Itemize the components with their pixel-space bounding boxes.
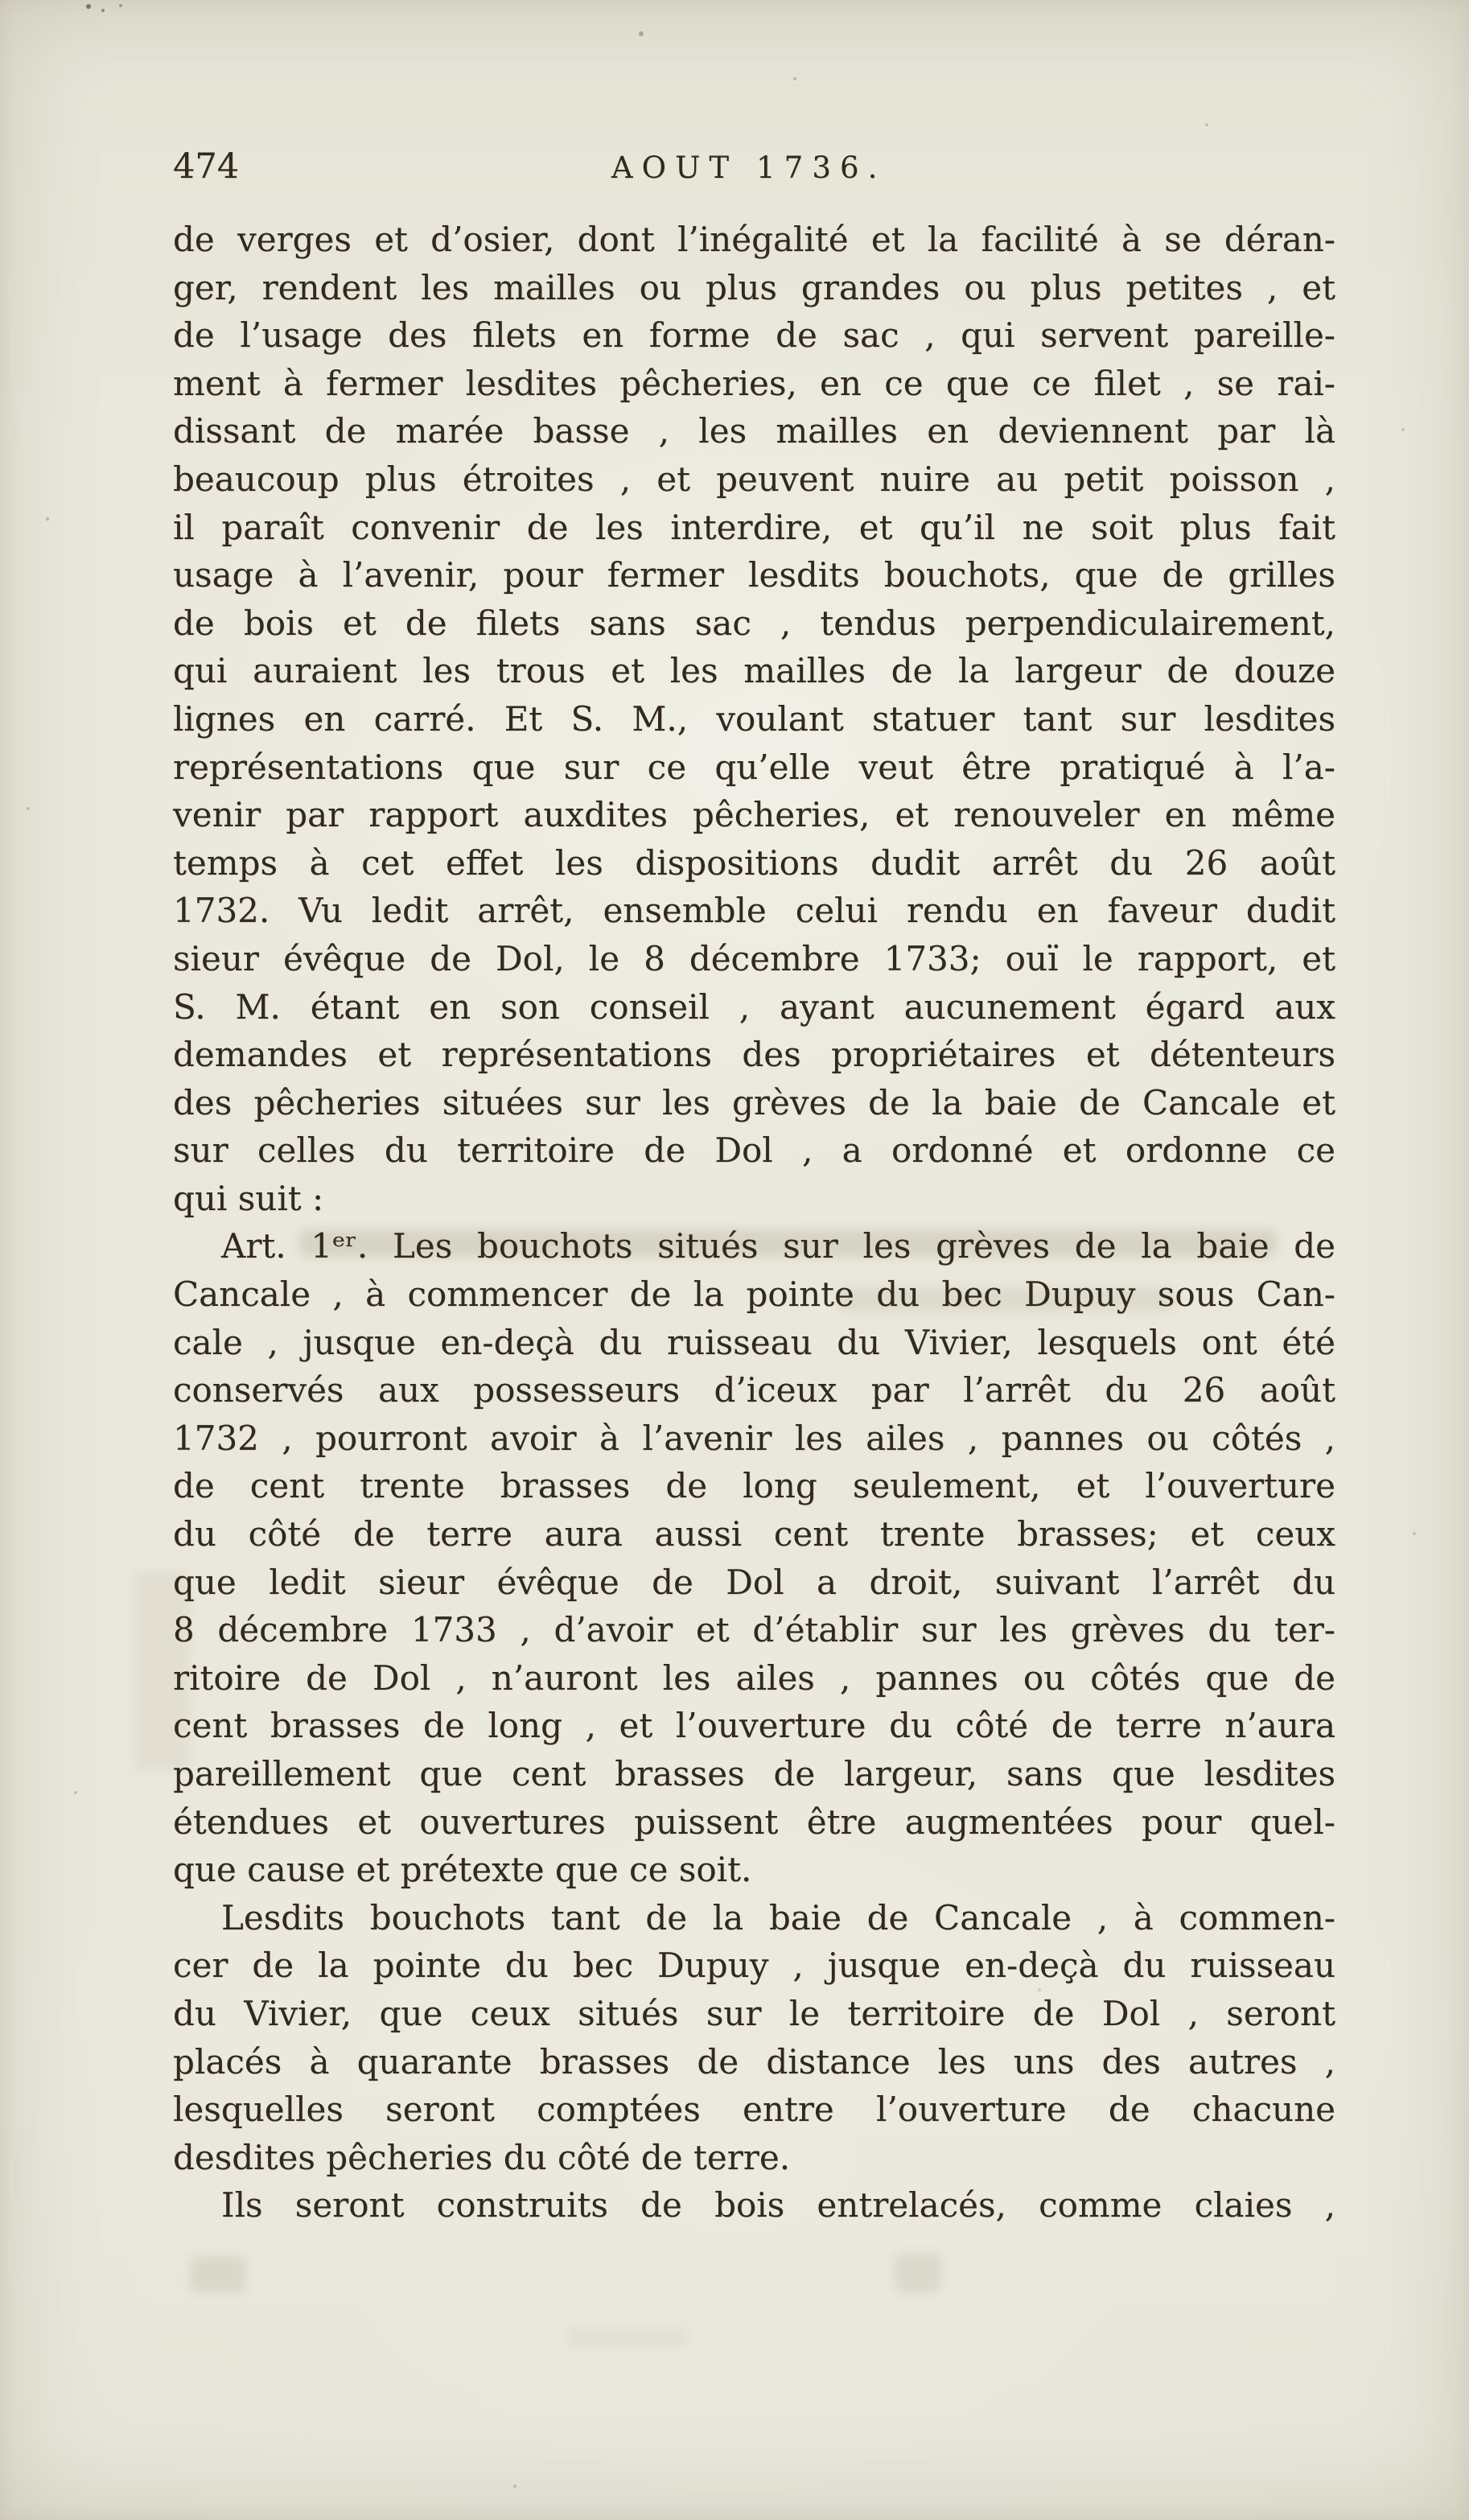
page-number: 474 bbox=[173, 146, 240, 187]
text-line: étendues et ouvertures puissent être augmentées pour quel- bbox=[173, 1801, 1335, 1842]
text-line: 1732 , pourront avoir à l’avenir les ailes , pannes ou côtés , bbox=[173, 1418, 1335, 1458]
text-line: desdites pêcheries du côté de terre. bbox=[173, 2137, 791, 2177]
text-block bbox=[173, 216, 1335, 2230]
text-line: demandes et représentations des propriétaires et détenteurs bbox=[173, 1035, 1335, 1075]
text-line: ment à fermer lesdites pêcheries, en ce que ce filet , se rai- bbox=[173, 363, 1335, 403]
text-line: ritoire de Dol , n’auront les ailes , pannes ou côtés que de bbox=[173, 1657, 1335, 1698]
page-header bbox=[173, 148, 1335, 188]
text-line: beaucoup plus étroites , et peuvent nuire au petit poisson , bbox=[173, 459, 1335, 499]
text-line: pareillement que cent brasses de largeur, sans que lesdites bbox=[173, 1754, 1335, 1793]
text-line: du côté de terre aura aussi cent trente brasses; et ceux bbox=[173, 1514, 1335, 1554]
text-line: Cancale , à commencer de la pointe du bec Dupuy sous Can- bbox=[173, 1274, 1335, 1315]
text-line: qui suit : bbox=[173, 1178, 324, 1218]
text-line: de verges et d’osier, dont l’inégalité et la facilité à se déran- bbox=[173, 220, 1335, 259]
text-line: des pêcheries situées sur les grèves de la baie de Cancale et bbox=[173, 1082, 1335, 1122]
text-line: il paraît convenir de les interdire, et qu’il ne soit plus fait bbox=[173, 507, 1335, 547]
ink-specks bbox=[0, 0, 3, 3]
text-line: qui auraient les trous et les mailles de la largeur de douze bbox=[173, 651, 1335, 691]
show-through-mark bbox=[567, 2327, 688, 2348]
text-line: cer de la pointe du bec Dupuy , jusque en-deçà du ruisseau bbox=[173, 1946, 1335, 1986]
text-line: que cause et prétexte que ce soit. bbox=[173, 1850, 752, 1890]
text-line: de cent trente brasses de long seulement, et l’ouverture bbox=[173, 1466, 1335, 1506]
text-line: Art. 1ᵉʳ. Les bouchots situés sur les grèves de la baie de bbox=[221, 1226, 1335, 1266]
text-line: de bois et de filets sans sac , tendus perpendiculairement, bbox=[173, 603, 1335, 643]
text-line: cale , jusque en-deçà du ruisseau du Vivier, lesquels ont été bbox=[173, 1322, 1335, 1362]
running-title: AOUT 1736. bbox=[611, 150, 887, 185]
text-line: 8 décembre 1733 , d’avoir et d’établir sur les grèves du ter- bbox=[173, 1610, 1335, 1650]
text-line: du Vivier, que ceux situés sur le territoire de Dol , seront bbox=[173, 1993, 1335, 2033]
show-through-mark bbox=[190, 2256, 246, 2293]
text-line: lesquelles seront comptées entre l’ouverture de chacune bbox=[173, 2090, 1335, 2130]
text-line: 1732. Vu ledit arrêt, ensemble celui rendu en faveur dudit bbox=[173, 891, 1335, 931]
show-through-mark bbox=[895, 2253, 941, 2293]
text-line: temps à cet effet les dispositions dudit arrêt du 26 août bbox=[173, 842, 1335, 883]
text-line: lignes en carré. Et S. M., voulant statuer tant sur lesdites bbox=[173, 698, 1335, 739]
text-line: ger, rendent les mailles ou plus grandes ou plus petites , et bbox=[173, 267, 1335, 307]
text-line: représentations que sur ce qu’elle veut être pratiqué à l’a- bbox=[173, 747, 1335, 787]
text-line: dissant de marée basse , les mailles en deviennent par là bbox=[173, 411, 1335, 451]
text-line: cent brasses de long , et l’ouverture du côté de terre n’aura bbox=[173, 1706, 1335, 1746]
text-line: sur celles du territoire de Dol , a ordonné et ordonne ce bbox=[173, 1130, 1335, 1171]
text-line: placés à quarante brasses de distance les uns des autres , bbox=[173, 2041, 1335, 2081]
text-line: de l’usage des filets en forme de sac , qui servent pareille- bbox=[173, 315, 1335, 356]
text-line: Lesdits bouchots tant de la baie de Cancale , à commen- bbox=[221, 1897, 1335, 1937]
text-line: S. M. étant en son conseil , ayant aucunement égard aux bbox=[173, 986, 1335, 1027]
text-line: usage à l’avenir, pour fermer lesdits bouchots, que de grilles bbox=[173, 555, 1335, 595]
text-line: sieur évêque de Dol, le 8 décembre 1733; ouï le rapport, et bbox=[173, 938, 1335, 978]
text-line: venir par rapport auxdites pêcheries, et renouveler en même bbox=[173, 795, 1335, 835]
text-line: que ledit sieur évêque de Dol a droit, suivant l’arrêt du bbox=[173, 1562, 1335, 1602]
text-line: conservés aux possesseurs d’iceux par l’arrêt du 26 août bbox=[173, 1370, 1335, 1410]
text-line: Ils seront construits de bois entrelacés, comme claies , bbox=[221, 2185, 1335, 2226]
